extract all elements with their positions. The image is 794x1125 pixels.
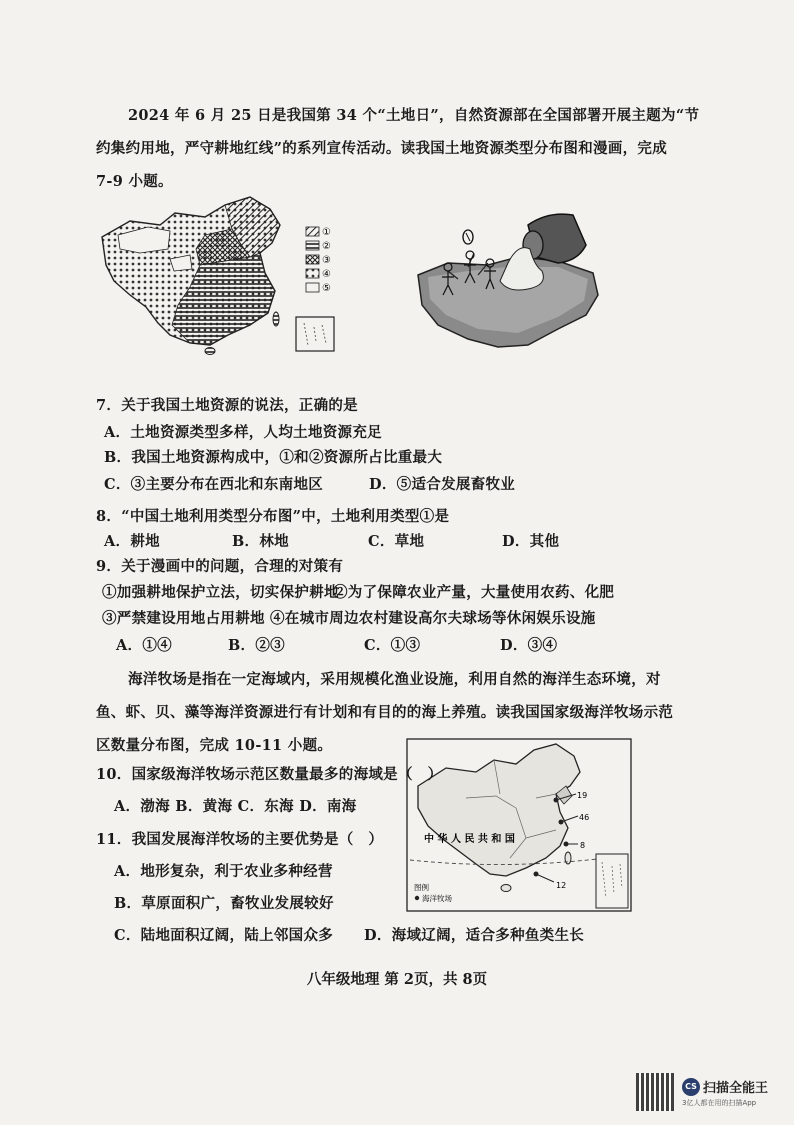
q11-option-a[interactable]: A．地形复杂，利于农业多种经营 xyxy=(114,863,333,880)
south-china-sea-inset xyxy=(296,317,334,351)
q9-choice-2: ②为了保障农业产量，大量使用农药、化肥 xyxy=(333,584,615,601)
intro2-line3: 区数量分布图，完成 10-11 小题。 xyxy=(96,737,333,754)
cartoon-illustration xyxy=(408,205,608,355)
qr-code-icon xyxy=(636,1073,674,1111)
q8-option-b[interactable]: B．林地 xyxy=(232,533,289,550)
q8-option-a[interactable]: A．耕地 xyxy=(104,533,160,550)
map2-legend-item: 海洋牧场 xyxy=(422,894,452,903)
scanner-brand xyxy=(682,1076,769,1107)
q9-option-a[interactable]: A．①④ xyxy=(116,637,172,654)
q10-options[interactable]: A．渤海 B．黄海 C．东海 D．南海 xyxy=(114,798,357,815)
land-map-legend xyxy=(306,227,331,294)
legend-label-4: ④ xyxy=(322,269,331,280)
q9-option-c[interactable]: C．①③ xyxy=(364,637,421,654)
map2-count-east-sea: 8 xyxy=(580,841,586,850)
intro1-line3: 7-9 小题。 xyxy=(96,173,173,190)
q7-stem: 7．关于我国土地资源的说法，正确的是 xyxy=(96,397,358,414)
land-resource-map xyxy=(100,195,345,355)
q11-stem: 11．我国发展海洋牧场的主要优势是（ ） xyxy=(96,831,384,848)
page-footer: 八年级地理 第 2页，共 8页 xyxy=(306,971,488,988)
q11-option-d[interactable]: D．海域辽阔，适合多种鱼类生长 xyxy=(364,927,585,944)
q7-option-b[interactable]: B．我国土地资源构成中，①和②资源所占比重最大 xyxy=(104,449,443,466)
map2-country-label: 中 华 人 民 共 和 国 xyxy=(424,834,515,845)
legend-label-5: ⑤ xyxy=(322,283,331,294)
q7-option-d[interactable]: D．⑤适合发展畜牧业 xyxy=(369,476,516,493)
q9-choice-3: ③严禁建设用地占用耕地 xyxy=(102,610,265,627)
q9-option-b[interactable]: B．②③ xyxy=(228,637,285,654)
q11-option-c[interactable]: C．陆地面积辽阔，陆上邻国众多 xyxy=(114,927,334,944)
legend-label-3: ③ xyxy=(322,255,331,266)
map2-count-bohai: 19 xyxy=(577,791,588,800)
q11-option-b[interactable]: B．草原面积广，畜牧业发展较好 xyxy=(114,895,334,912)
q7-option-a[interactable]: A．土地资源类型多样，人均土地资源充足 xyxy=(104,424,382,441)
brand-name: 扫描全能王 xyxy=(703,1081,769,1096)
q8-stem: 8．“中国土地利用类型分布图”中，土地利用类型①是 xyxy=(96,508,450,525)
q7-option-c[interactable]: C．③主要分布在西北和东南地区 xyxy=(104,476,324,493)
q8-option-d[interactable]: D．其他 xyxy=(502,533,560,550)
intro2-line1: 海洋牧场是指在一定海域内，采用规模化渔业设施，利用自然的海洋生态环境，对 xyxy=(128,671,661,688)
legend-label-1: ① xyxy=(322,227,331,238)
map2-count-yellow-sea: 46 xyxy=(579,813,590,822)
q9-option-d[interactable]: D．③④ xyxy=(500,637,558,654)
q8-option-c[interactable]: C．草地 xyxy=(368,533,425,550)
legend-label-2: ② xyxy=(322,241,331,252)
q9-stem: 9．关于漫画中的问题，合理的对策有 xyxy=(96,558,344,575)
q10-stem: 10．国家级海洋牧场示范区数量最多的海域是（ ） xyxy=(96,766,443,783)
map2-count-south-sea: 12 xyxy=(556,881,567,890)
intro2-line2: 鱼、虾、贝、藻等海洋资源进行有计划和有目的的海上养殖。读我国国家级海洋牧场示范 xyxy=(96,704,674,721)
intro1-line1: 2024 年 6 月 25 日是我国第 34 个“土地日”，自然资源部在全国部署开展主题为“节 xyxy=(128,107,700,124)
brand-tagline: 3亿人都在用的扫描App xyxy=(682,1099,757,1107)
q9-choice-4: ④在城市周边农村建设高尔夫球场等休闲娱乐设施 xyxy=(270,610,596,627)
map2-legend-title: 图例 xyxy=(414,883,429,892)
intro1-line2: 约集约用地，严守耕地红线”的系列宣传活动。读我国土地资源类型分布图和漫画，完成 xyxy=(96,140,668,157)
cs-logo-icon: CS xyxy=(682,1078,700,1096)
q9-choice-1: ①加强耕地保护立法，切实保护耕地 xyxy=(102,584,339,601)
